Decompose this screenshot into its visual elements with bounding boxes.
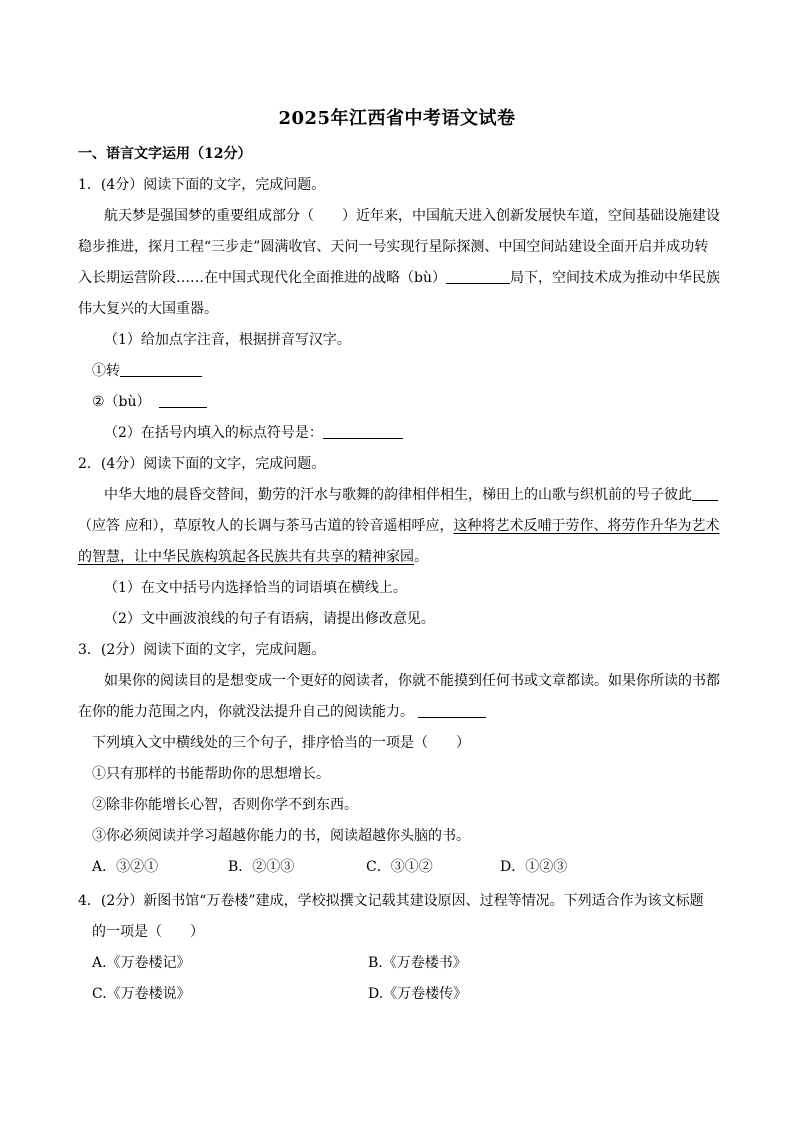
q4-option-c[interactable]: C.《万卷楼说》 <box>92 986 191 1002</box>
q3-sentence: ③你必须阅读并学习超越你能力的书，阅读超越你头脑的书。 <box>92 828 470 844</box>
q1-answer-blank[interactable] <box>323 424 403 439</box>
q2-passage-line: （应答 应和），草原牧人的长调与茶马古道的铃音遥相呼应，这种将艺术反哺于劳作、将劳作升华为艺术 <box>78 518 720 534</box>
q2-sub-question: （2）文中画波浪线的句子有语病，请提出修改意见。 <box>104 611 435 627</box>
q1-answer-blank[interactable] <box>120 362 202 377</box>
q2-passage-line: 的智慧，让中华民族构筑起各民族共有共享的精神家园。 <box>78 549 428 565</box>
q3-option-a[interactable]: A．③②① <box>92 859 159 875</box>
q3-stem: 3．(2分）阅读下面的文字，完成问题。 <box>78 642 326 658</box>
section-heading: 一、语言文字运用（12分） <box>78 146 252 162</box>
q3-passage-line: 在你的能力范围之内，你就没法提升自己的阅读能力。 <box>78 702 486 722</box>
q3-sentence: ①只有那样的书能帮助你的思想增长。 <box>92 766 330 782</box>
q3-passage-line: 如果你的阅读目的是想变成一个更好的阅读者，你就不能摸到任何书或文章都读。如果你所读的书都 <box>104 673 720 689</box>
q1-passage-line <box>78 268 720 288</box>
q2-passage-line: 中华大地的晨昏交替间，勤劳的汗水与歌舞的韵律相伴相生，梯田上的山歌与织机前的号子彼此 <box>104 485 718 505</box>
q1-answer-item: ①转 <box>92 361 202 381</box>
q3-option-c[interactable]: C．③①② <box>366 859 433 875</box>
q2-wavy-sentence: 的智慧，让中华民族构筑起各民族共有共享的精神家园 <box>78 549 414 565</box>
q4-option-a[interactable]: A.《万卷楼记》 <box>92 955 191 971</box>
q1-passage-line: 稳步推进，探月工程“三步走”圆满收官、天问一号实现行星际探测、中国空间站建设全面开启并成功转 <box>78 239 709 255</box>
q1-answer-item: ②（bù） <box>92 392 207 412</box>
q1-answer-blank[interactable] <box>446 269 510 284</box>
exam-title: 2025年江西省中考语文试卷 <box>278 108 516 129</box>
q1-answer-blank[interactable] <box>159 393 207 408</box>
q2-stem: 2．(4分）阅读下面的文字，完成问题。 <box>78 456 326 472</box>
q4-option-b[interactable]: B.《万卷楼书》 <box>368 955 467 971</box>
q4-stem: 4．(2分）新图书馆“万卷楼”建成，学校拟撰文记载其建设原因、过程等情况。下列适合作为该文标题 <box>78 893 704 909</box>
q3-question: 下列填入文中横线处的三个句子，排序恰当的一项是（ ） <box>92 735 470 751</box>
q1-passage-line: 伟大复兴的大国重器。 <box>78 301 218 317</box>
q3-option-d[interactable]: D．①②③ <box>500 859 568 875</box>
q1-stem: 1．(4分）阅读下面的文字，完成问题。 <box>78 177 326 193</box>
q1-sub-question: （2）在括号内填入的标点符号是： <box>104 423 403 443</box>
q1-passage-line: 航天梦是强国梦的重要组成部分（ ）近年来，中国航天进入创新发展快车道，空间基础设施建设 <box>104 208 720 224</box>
q4-stem: 的一项是（ ） <box>92 924 204 940</box>
q1-sub-question: （1）给加点字注音，根据拼音写汉字。 <box>104 332 351 348</box>
q3-answer-blank[interactable] <box>418 703 486 718</box>
q2-wavy-sentence: 这种将艺术反哺于劳作、将劳作升华为艺术 <box>453 518 720 534</box>
q2-sub-question: （1）在文中括号内选择恰当的词语填在横线上。 <box>104 580 407 596</box>
q1-passage-text: 局下，空间技术成为推动中华民族 <box>509 270 720 286</box>
q3-sentence: ②除非你能增长心智，否则你学不到东西。 <box>92 797 358 813</box>
q3-option-b[interactable]: B．②①③ <box>228 859 295 875</box>
q2-answer-blank[interactable] <box>692 486 718 501</box>
q4-option-d[interactable]: D.《万卷楼传》 <box>368 986 468 1002</box>
q1-passage-text: 入长期运营阶段……在中国式现代化全面推进的战略（bù） <box>78 270 446 286</box>
